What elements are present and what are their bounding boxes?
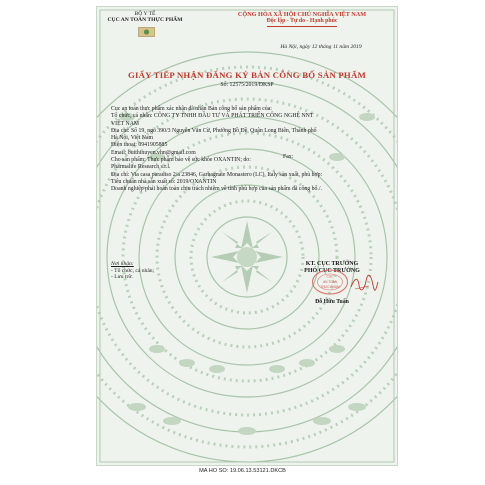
national-motto: Độc lập - Tự do - Hạnh phúc <box>266 18 338 24</box>
body-line-address-cont: Hà Nội, Việt Nam <box>111 135 154 142</box>
body-line-address: Địa chỉ: Số 19, ngõ 390/3 Nguyễn Văn Cừ, Phường Bồ Đề, Quận Long Biên, Thành phố <box>111 127 317 134</box>
body-line-standard: Tiêu chuẩn nhà sản xuất số: 2019/OXANTIN <box>111 178 217 185</box>
national-header <box>209 11 395 27</box>
document-number: Số: 12575/2019/ĐKSP <box>220 82 274 88</box>
nation-name: CỘNG HÒA XÃ HỘI CHỦ NGHĨA VIỆT NAM <box>237 11 367 18</box>
stamp-text-top: CỤC <box>326 274 334 279</box>
agency-logo-icon <box>138 27 155 37</box>
signatory-name: Đỗ Hữu Tuấn <box>315 299 349 305</box>
handwritten-signature <box>349 273 379 293</box>
stamp-text-mid: AN TOÀN <box>322 280 338 284</box>
motto-underline <box>267 26 337 27</box>
document-title: GIẤY TIẾP NHẬN ĐĂNG KÝ BẢN CÔNG BỐ SẢN PHẨM <box>127 70 367 80</box>
body-line-manufacturer: Pharmalife Research s.r.l. <box>111 164 171 171</box>
body-line-phone: Điện thoại: 0941905885 <box>111 142 168 149</box>
issuer-header <box>105 11 185 24</box>
body-line-intro: Cục an toàn thực phẩm xác nhận đã nhận Bản công bố sản phẩm của: <box>111 106 272 112</box>
body-line-organization-cont: VIỆT NAM <box>111 120 140 127</box>
body-line-email: Email: buithihuyen.vhn@gmail.com <box>111 149 196 156</box>
agency-name: CỤC AN TOÀN THỰC PHẨM <box>107 17 183 24</box>
signatory-title-line2: PHÓ CỤC TRƯỞNG <box>304 267 360 274</box>
recipients-block <box>111 261 154 281</box>
body-line-product: Cho sản phẩm: Thực phẩm bảo vệ sức khỏe OXANTIN; do: <box>111 157 251 164</box>
body-line-manufacturer-address: Địa chỉ: Via casa paradiso 2/a 23846, Garbagnate Monastero (LC), Italy sản xuất, phù hợp: <box>111 171 323 178</box>
recipient-item: - Tổ chức, cá nhân; <box>111 267 155 274</box>
body-line-responsibility: Doanh nghiệp phải hoàn toàn chịu trách nhiệm về tính phù hợp của sản phẩm đã công bố./. <box>111 186 322 193</box>
signatory-title-line1: KT. CỤC TRƯỞNG <box>305 261 359 267</box>
ministry-name: BỘ Y TẾ <box>134 11 156 17</box>
fax-label: Fax: <box>283 154 294 160</box>
recipient-item: - Lưu trữ. <box>111 274 133 281</box>
recipients-heading: Nơi nhận: <box>111 261 134 267</box>
certificate-sheet <box>96 6 398 466</box>
certificate-body <box>111 106 396 194</box>
issue-date: Hà Nội, ngày 12 tháng 11 năm 2019 <box>280 44 362 50</box>
file-code-footer: MA HO SO: 19.06.13.53121.DKCB <box>199 468 286 474</box>
red-seal-stamp <box>311 269 349 295</box>
stamp-text-bottom: THỰC PHẨM <box>320 285 340 289</box>
body-line-organization: Tổ chức, cá nhân: CÔNG TY TNHH ĐẦU TƯ VÀ PHÁT TRIỂN CÔNG NGHỆ NNT <box>111 113 314 120</box>
